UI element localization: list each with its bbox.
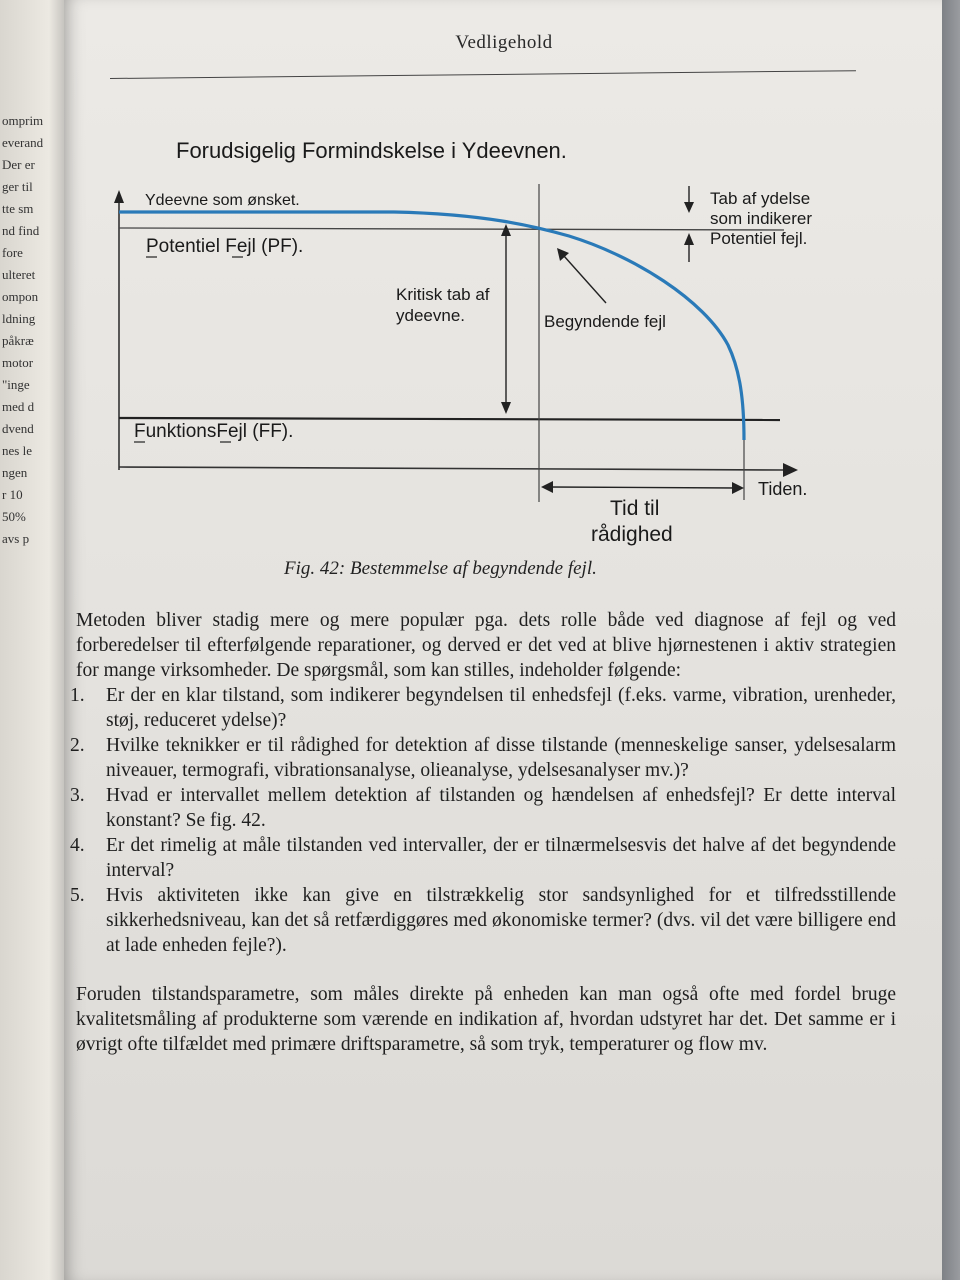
fragment: tte sm	[2, 201, 34, 216]
adjacent-page-text	[2, 110, 62, 550]
potential-failure-line	[119, 228, 784, 230]
list-item	[70, 783, 896, 833]
closing-paragraph: Foruden tilstandsparametre, som måles direkte på enheden kan man også ofte med fordel bruge kvalitetsmåling af produkterne som værende en indikation af, hvordan udstyret har det. Det samme er i øvrigt ofte tilfældet med primære driftsparametre, så som tryk, temperaturer og flow mv.	[76, 984, 896, 1055]
fragment: everand	[2, 135, 44, 150]
list-item	[70, 833, 896, 883]
question-list	[70, 683, 896, 958]
label-loss-line1: Tab af ydelse	[710, 189, 811, 208]
fragment: omprim	[2, 113, 44, 128]
list-item-text: Er der en klar tilstand, som indikerer begyndelsen til enhedsfejl (f.eks. varme, vibration, urenheder, støj, reduceret ydelse)?	[106, 685, 896, 731]
body-text	[70, 608, 896, 1057]
adjacent-page-edge	[0, 0, 70, 1280]
label-loss-line2: som indikerer	[710, 209, 813, 228]
list-item-text: Hvis aktiviteten ikke kan give en tilstrækkelig stor sandsynlighed for et tilfredsstillende sikkerhedsniveau, kan det så retfærdiggøres med økonomiske termer? (dvs. vil det være billigere end at lade enheden fejle?).	[106, 885, 896, 956]
list-number: 2.	[70, 735, 85, 756]
fragment: dvend	[2, 421, 34, 436]
time-available-arrowhead-right	[732, 482, 744, 494]
fragment: ompon	[2, 289, 39, 304]
list-item	[70, 883, 896, 958]
fragment: nd find	[2, 223, 40, 238]
list-item-text: Hvad er intervallet mellem detektion af tilstanden og hændelsen af enhedsfejl? Er dette interval konstant? Se fig. 42.	[106, 785, 896, 831]
onset-pointer-line	[564, 256, 606, 303]
failure-curve-diagram	[64, 0, 944, 560]
fragment: ngen	[2, 465, 28, 480]
list-number: 3.	[70, 785, 85, 806]
label-critical-loss-line1: Kritisk tab af	[396, 285, 490, 304]
fragment: påkræ	[2, 333, 34, 348]
running-head: Vedligehold	[455, 32, 553, 53]
fragment: motor	[2, 355, 34, 370]
critical-loss-arrowhead-up	[501, 224, 511, 236]
label-time-available-line2: rådighed	[591, 523, 673, 546]
list-number: 4.	[70, 835, 85, 856]
functional-failure-line	[119, 418, 780, 420]
list-item-text: Hvilke teknikker er til rådighed for detektion af disse tilstande (menneskelige sanser, ydelsesalarm niveauer, termografi, vibrationsanalyse, olieanalyse, ydelsesanalyser mv.)?	[106, 735, 896, 781]
label-critical-loss-line2: ydeevne.	[396, 306, 465, 325]
label-functional-failure: FunktionsFejl (FF).	[134, 421, 294, 442]
fragment: "inge	[2, 377, 30, 392]
fragment: ldning	[2, 311, 36, 326]
label-time-axis: Tiden.	[758, 479, 808, 499]
label-onset-failure: Begyndende fejl	[544, 312, 666, 331]
fragment: nes le	[2, 443, 32, 458]
fragment: med d	[2, 399, 35, 414]
label-desired-performance: Ydeevne som ønsket.	[145, 192, 300, 209]
fragment: 50%	[2, 509, 26, 524]
critical-loss-arrowhead-down	[501, 402, 511, 414]
list-number: 5.	[70, 885, 85, 906]
fragment: ger til	[2, 179, 33, 194]
label-potential-failure: Potentiel Fejl (PF).	[146, 236, 304, 257]
list-item	[70, 733, 896, 783]
intro-paragraph: Metoden bliver stadig mere og mere populær pga. dets rolle både ved diagnose af fejl og ved forberedelser til efterfølgende reparationer, og derved er det ved at blive hjørnestenen i aktiv strategien for mange virksomheder. De spørgsmål, som kan stilles, indeholder følgende:	[76, 610, 896, 681]
list-item	[70, 683, 896, 733]
fragment: ulteret	[2, 267, 36, 282]
y-axis-arrowhead	[114, 190, 124, 203]
loss-arrow-down-head	[684, 202, 694, 213]
time-available-arrowhead-left	[541, 481, 553, 493]
fragment: Der er	[2, 157, 35, 172]
time-available-arrow-line	[549, 487, 736, 488]
list-item-text: Er det rimelig at måle tilstanden ved intervaller, der er tilnærmelsesvis det halve af det begyndende interval?	[106, 835, 896, 881]
figure-title: Forudsigelig Formindskelse i Ydeevnen.	[176, 138, 567, 163]
label-loss-line3: Potentiel fejl.	[710, 229, 808, 248]
time-axis-line	[119, 467, 786, 470]
list-number: 1.	[70, 685, 85, 706]
book-page	[64, 0, 944, 1280]
loss-arrow-up-head	[684, 233, 694, 245]
figure-caption: Fig. 42: Bestemmelse af begyndende fejl.	[284, 558, 597, 579]
label-time-available-line1: Tid til	[610, 497, 660, 520]
background-edge	[942, 0, 960, 1280]
fragment: r 10	[2, 487, 23, 502]
fragment: avs p	[2, 531, 30, 546]
time-axis-arrowhead	[783, 463, 798, 477]
fragment: fore	[2, 245, 23, 260]
